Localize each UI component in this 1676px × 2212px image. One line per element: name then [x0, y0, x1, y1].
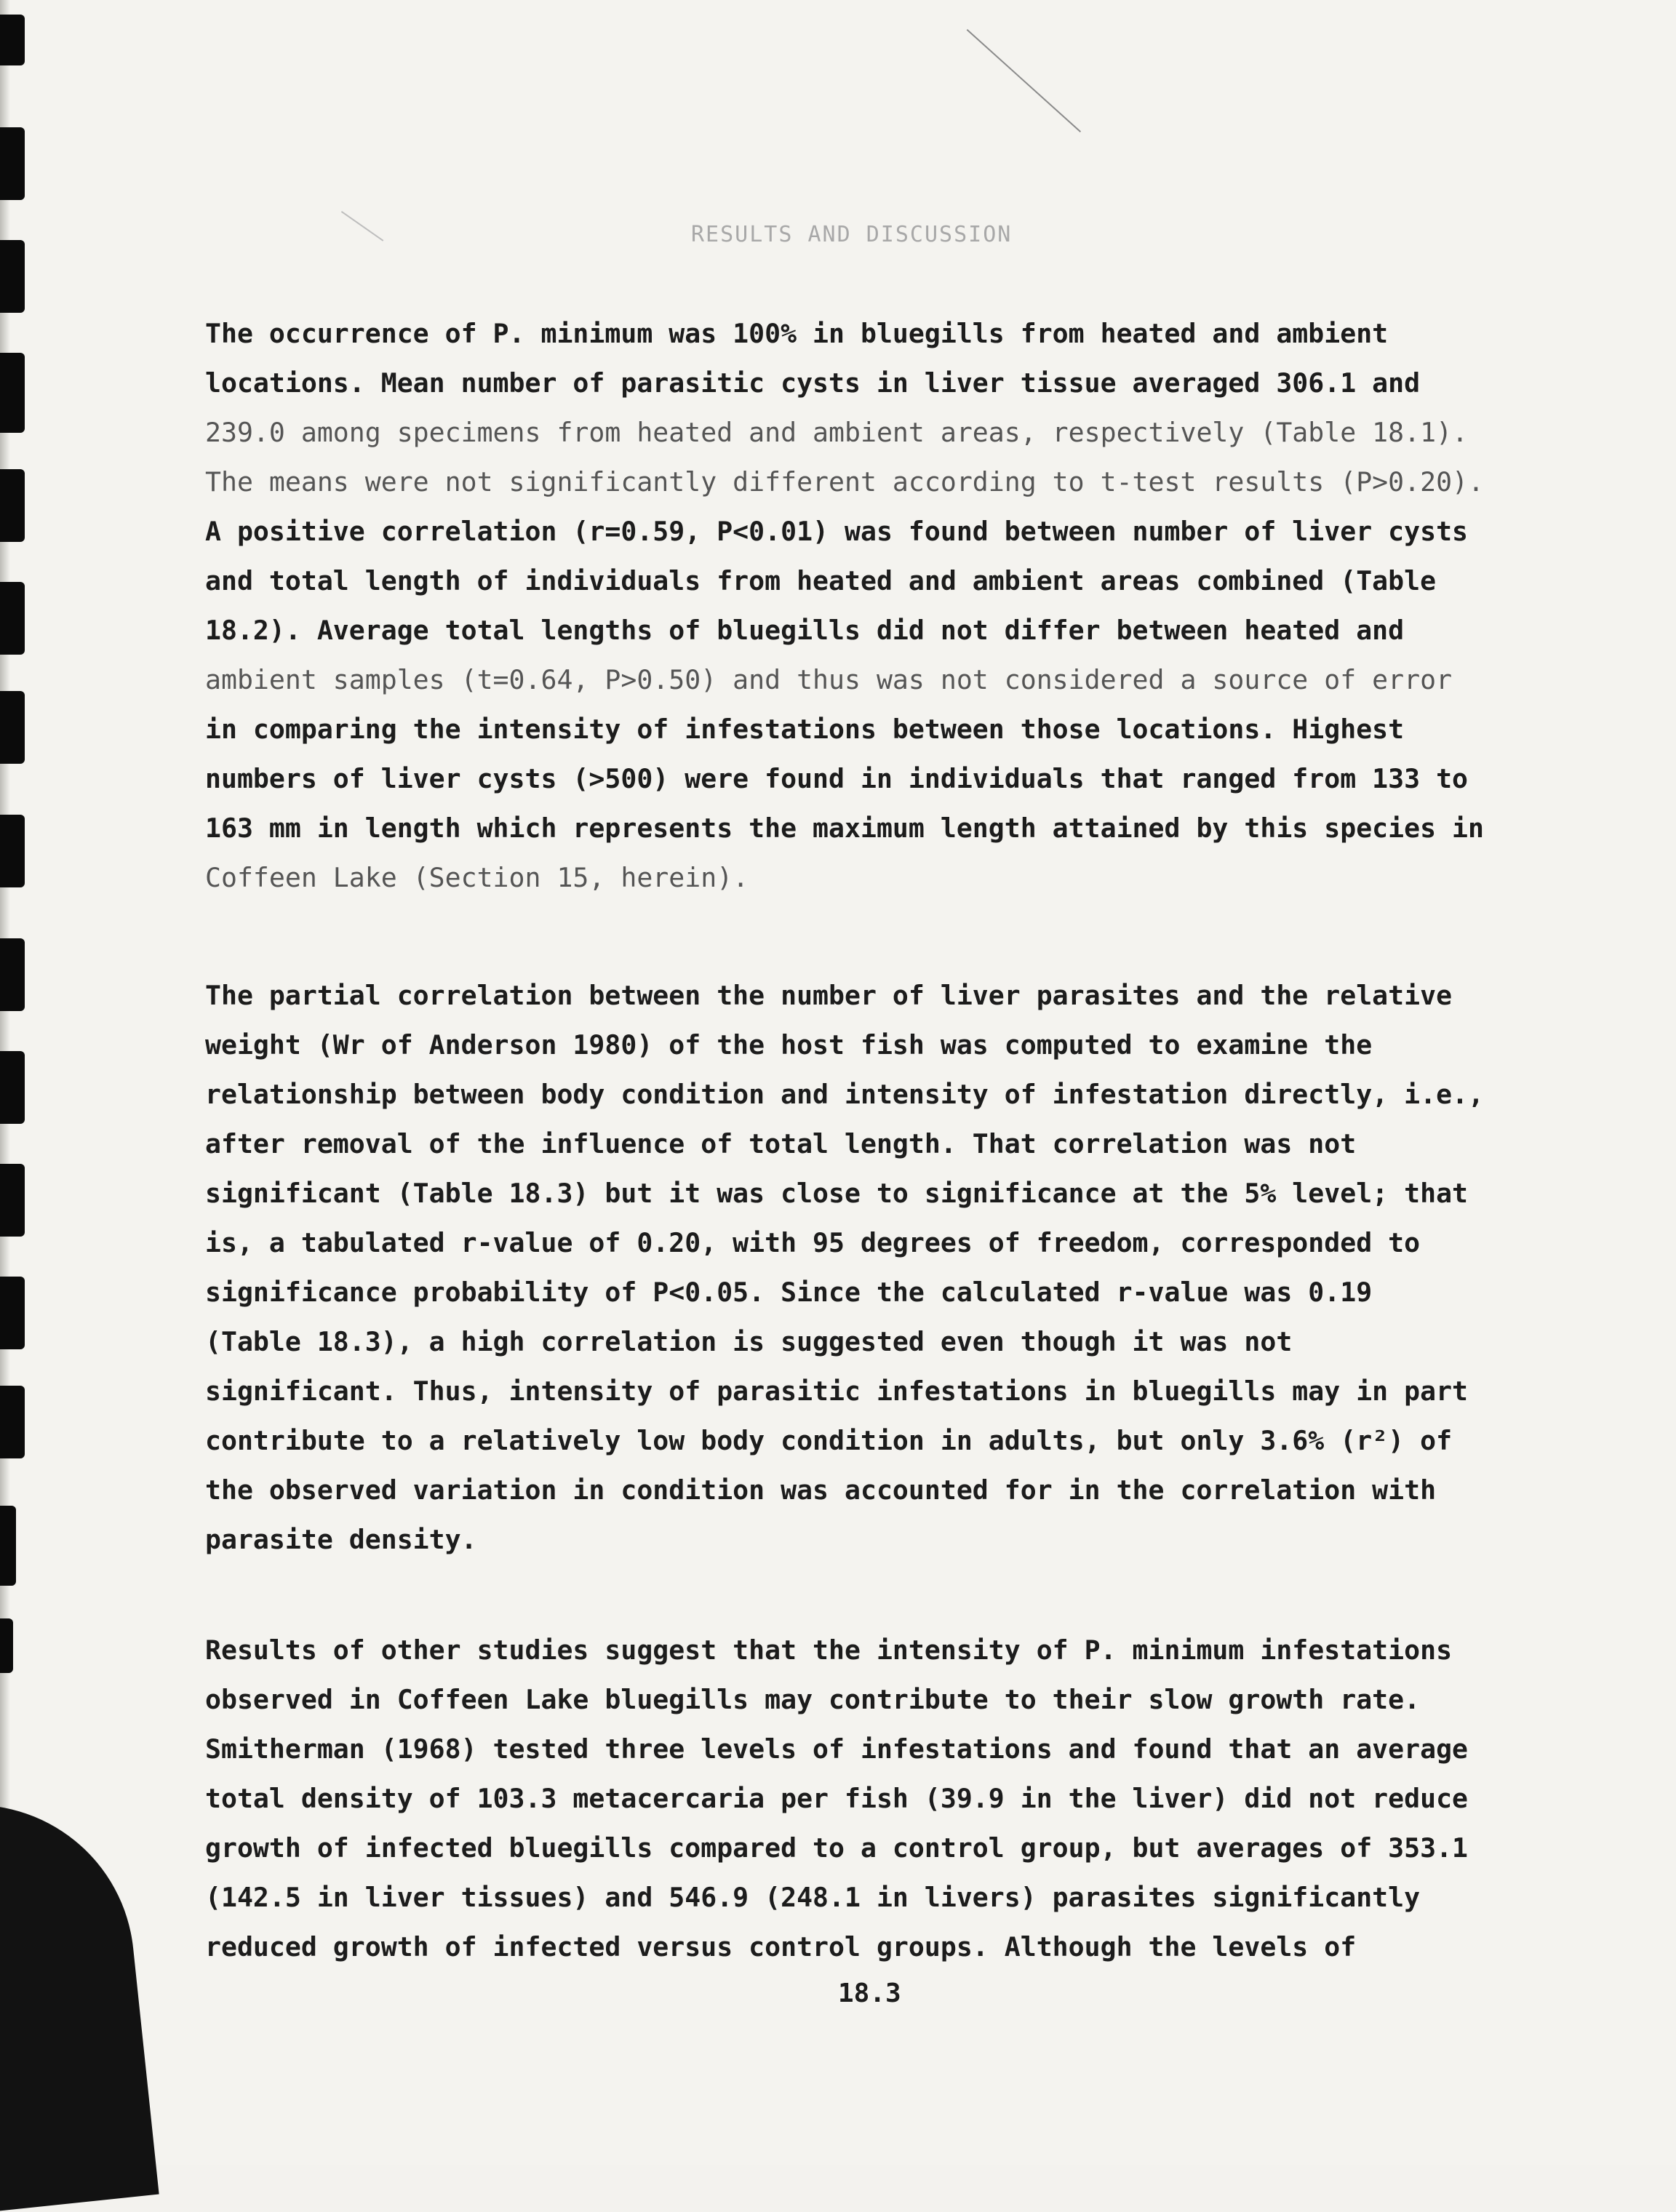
binder-hole-mark — [0, 691, 25, 764]
text-line: significant. Thus, intensity of parasitic infestations in bluegills may in part — [205, 1375, 1469, 1407]
binder-hole-mark — [0, 469, 25, 542]
binder-hole-mark — [0, 1386, 25, 1458]
binder-hole-mark — [0, 582, 25, 655]
binder-hole-mark — [0, 1506, 16, 1586]
binder-hole-mark — [0, 127, 25, 200]
text-line: significant (Table 18.3) but it was close to significance at the 5% level; that — [205, 1178, 1469, 1209]
text-line: weight (Wr of Anderson 1980) of the host fish was computed to examine the — [205, 1029, 1373, 1061]
text-line: 18.2). Average total lengths of bluegills did not differ between heated and — [205, 615, 1405, 646]
binder-hole-mark — [0, 240, 25, 313]
text-line: is, a tabulated r-value of 0.20, with 95 degrees of freedom, corresponded to — [205, 1227, 1421, 1258]
text-line: The means were not significantly different according to t-test results (P>0.20). — [205, 466, 1484, 498]
text-line: significance probability of P<0.05. Since the calculated r-value was 0.19 — [205, 1277, 1373, 1308]
text-line: and total length of individuals from heated and ambient areas combined (Table — [205, 565, 1437, 596]
binder-hole-mark — [0, 1051, 25, 1124]
text-line: reduced growth of infected versus control groups. Although the levels of — [205, 1931, 1357, 1963]
text-line: locations. Mean number of parasitic cysts in liver tissue averaged 306.1 and — [205, 367, 1421, 399]
section-heading: RESULTS AND DISCUSSION — [691, 222, 1013, 247]
text-line: total density of 103.3 metacercaria per fish (39.9 in the liver) did not reduce — [205, 1783, 1469, 1814]
binder-hole-mark — [0, 815, 25, 887]
text-line: (142.5 in liver tissues) and 546.9 (248.1 in livers) parasites significantly — [205, 1882, 1421, 1913]
stray-mark — [967, 29, 1081, 132]
binder-hole-mark — [0, 938, 25, 1011]
text-line: ambient samples (t=0.64, P>0.50) and thus was not considered a source of error — [205, 664, 1453, 695]
text-line: Coffeen Lake (Section 15, herein). — [205, 862, 749, 893]
text-line: The occurrence of P. minimum was 100% in bluegills from heated and ambient — [205, 318, 1389, 349]
text-line: observed in Coffeen Lake bluegills may contribute to their slow growth rate. — [205, 1684, 1421, 1715]
paragraph-3 — [205, 1626, 1558, 1972]
text-line: in comparing the intensity of infestations between those locations. Highest — [205, 714, 1405, 745]
scan-shadow — [0, 1789, 159, 2212]
text-line: numbers of liver cysts (>500) were found in individuals that ranged from 133 to — [205, 763, 1469, 794]
text-line: 239.0 among specimens from heated and ambient areas, respectively (Table 18.1). — [205, 417, 1469, 448]
paragraph-2 — [205, 971, 1558, 1565]
text-line: the observed variation in condition was accounted for in the correlation with — [205, 1474, 1437, 1506]
text-line: The partial correlation between the number of liver parasites and the relative — [205, 980, 1453, 1011]
binder-hole-mark — [0, 1618, 13, 1673]
text-line: relationship between body condition and intensity of infestation directly, i.e., — [205, 1079, 1484, 1110]
text-line: (Table 18.3), a high correlation is suggested even though it was not — [205, 1326, 1293, 1357]
binder-hole-mark — [0, 15, 25, 65]
page-number: 18.3 — [838, 1979, 901, 2008]
stray-mark — [341, 211, 383, 241]
text-line: parasite density. — [205, 1524, 477, 1555]
text-line: A positive correlation (r=0.59, P<0.01) was found between number of liver cysts — [205, 516, 1469, 547]
text-line: growth of infected bluegills compared to a control group, but averages of 353.1 — [205, 1832, 1469, 1864]
text-line: 163 mm in length which represents the maximum length attained by this species in — [205, 812, 1484, 844]
text-line: Results of other studies suggest that the intensity of P. minimum infestations — [205, 1634, 1453, 1666]
binder-hole-mark — [0, 1277, 25, 1349]
text-line: contribute to a relatively low body condition in adults, but only 3.6% (r²) of — [205, 1425, 1453, 1456]
text-line: after removal of the influence of total length. That correlation was not — [205, 1128, 1357, 1159]
text-line: Smitherman (1968) tested three levels of infestations and found that an average — [205, 1733, 1469, 1765]
paragraph-1 — [205, 309, 1558, 903]
binder-hole-mark — [0, 353, 25, 433]
binder-hole-mark — [0, 1164, 25, 1237]
